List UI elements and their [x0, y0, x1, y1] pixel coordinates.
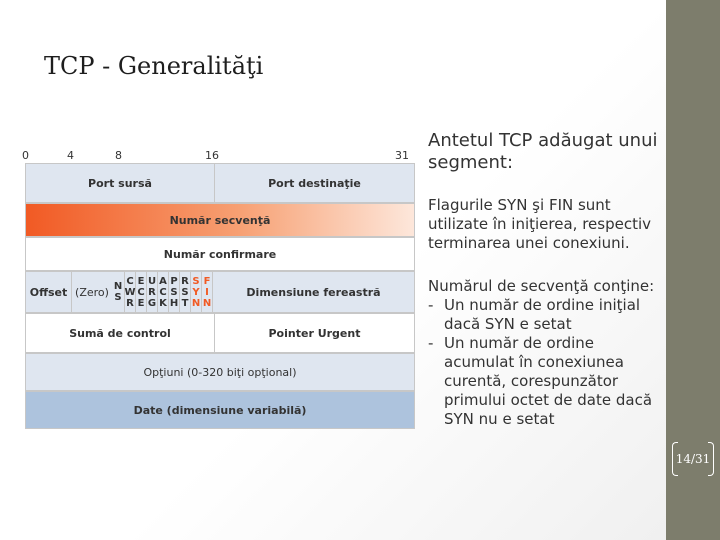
flag-group	[125, 272, 213, 312]
flag-letter: C	[159, 286, 167, 298]
checksum-field: Sumă de control	[26, 314, 215, 352]
urgent-pointer-field: Pointer Urgent	[268, 326, 361, 340]
flag-letter: S	[170, 286, 178, 298]
flag-letter: U	[147, 275, 157, 287]
sequence-number-label: Număr secvenţă	[169, 213, 271, 227]
flag-letter: N	[191, 297, 201, 309]
data-field	[25, 391, 415, 429]
header-row-ports	[25, 163, 415, 203]
flag-letter: H	[169, 297, 179, 309]
options-label: Opţiuni (0-320 biţi opţional)	[143, 365, 297, 379]
flag-letter: C	[137, 286, 145, 298]
flag-cwr	[125, 272, 136, 312]
bit-label: 0	[22, 149, 29, 162]
bit-label: 8	[115, 149, 122, 162]
flag-letter: P	[170, 275, 178, 287]
sequence-number-field	[25, 203, 415, 237]
flag-letter: I	[205, 286, 209, 298]
flag-letter: F	[203, 275, 211, 287]
flag-ece	[136, 272, 147, 312]
page-number-label: 14/31	[675, 452, 711, 466]
flag-letter: N	[113, 281, 123, 292]
dest-port-field: Port destinaţie	[268, 176, 361, 190]
options-field	[25, 353, 415, 391]
flag-letter: R	[181, 275, 189, 287]
bit-label: 16	[205, 149, 219, 162]
ack-number-label: Număr confirmare	[163, 247, 277, 261]
offset-field: Offset	[26, 272, 72, 312]
flag-letter: T	[181, 297, 189, 309]
flag-ack	[158, 272, 169, 312]
text-content	[428, 130, 660, 429]
list-item-text: Un număr de ordine iniţial dacă SYN e setat	[444, 296, 641, 333]
ns-flag	[112, 272, 125, 312]
flags-paragraph: Flagurile SYN şi FIN sunt utilizate în iniţierea, respectiv terminarea unei conexiuni.	[428, 196, 651, 252]
flag-syn	[191, 272, 202, 312]
data-label: Date (dimensiune variabilă)	[133, 403, 307, 417]
ack-number-field	[25, 237, 415, 271]
header-row-flags	[25, 271, 415, 313]
content-heading: Antetul TCP adăugat unui segment:	[428, 130, 658, 173]
source-port-field: Port sursă	[26, 164, 215, 202]
zero-field: (Zero)	[75, 285, 109, 299]
flag-letter: E	[137, 297, 145, 309]
flag-urg	[147, 272, 158, 312]
flag-letter: S	[192, 275, 200, 287]
sequence-paragraph: Numărul de secvenţă conţine:	[428, 277, 655, 295]
flag-letter: G	[147, 297, 157, 309]
flag-letter: W	[124, 286, 136, 298]
flag-letter: R	[148, 286, 156, 298]
flag-letter: R	[126, 297, 134, 309]
flag-letter: N	[202, 297, 212, 309]
bit-label: 31	[395, 149, 409, 162]
bracket-right-icon	[708, 442, 714, 476]
page-number	[672, 442, 714, 476]
slide-title: TCP - Generalităţi	[44, 52, 264, 80]
bracket-left-icon	[672, 442, 678, 476]
list-item: - Un număr de ordine acumulat în conexiunea curentă, corespunzător primului octet de date dacă SYN nu e setat	[428, 334, 660, 429]
flag-letter: C	[126, 275, 134, 287]
header-row-checksum	[25, 313, 415, 353]
window-size-field: Dimensiune fereastră	[246, 285, 381, 299]
flag-letter: A	[159, 275, 167, 287]
flag-letter: Y	[192, 286, 200, 298]
flag-psh	[169, 272, 180, 312]
bit-label: 4	[67, 149, 74, 162]
flag-fin	[202, 272, 213, 312]
flag-rst	[180, 272, 191, 312]
flag-letter: K	[159, 297, 167, 309]
flag-letter: S	[181, 286, 189, 298]
tcp-header-diagram	[0, 145, 420, 435]
flag-letter: E	[137, 275, 145, 287]
flag-letter: S	[114, 292, 122, 303]
list-item: - Un număr de ordine iniţial dacă SYN e setat	[428, 296, 660, 334]
list-item-text: Un număr de ordine acumulat în conexiunea curentă, corespunzător primului octet de date dacă SYN nu e setat	[444, 334, 653, 428]
